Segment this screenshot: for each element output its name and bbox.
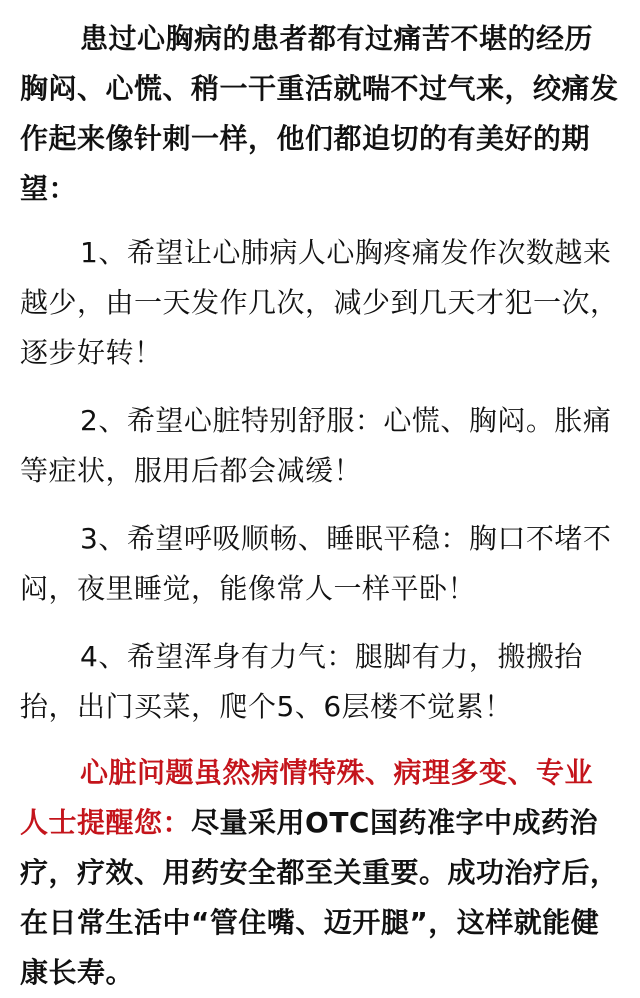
- conclusion-paragraph: [20, 748, 620, 998]
- wish-item-3: 3、希望呼吸顺畅、睡眠平稳：胸口不堵不闷，夜里睡觉，能像常人一样平卧！: [20, 522, 612, 605]
- wish-item-4: 4、希望浑身有力气：腿脚有力，搬搬抬抬，出门买菜，爬个5、6层楼不觉累！: [20, 640, 583, 723]
- intro-paragraph: 患过心胸病的患者都有过痛苦不堪的经历胸闷、心慌、稍一干重活就喘不过气来，绞痛发作起来像针刺一样，他们都迫切的有美好的期望：: [20, 22, 619, 205]
- conclusion-body: 尽量采用OTC国药准字中成药治疗，疗效、用药安全都至关重要。成功治疗后，在日常生活中“管住嘴、迈开腿”，这样就能健康长寿。: [20, 806, 619, 989]
- wish-item-2: 2、希望心脏特别舒服：心慌、胸闷。胀痛等症状，服用后都会减缓！: [20, 404, 612, 487]
- conclusion-highlight: 心脏问题虽然病情特殊、病理多变、专业人士提醒您：: [20, 756, 594, 839]
- wish-item-1: 1、希望让心肺病人心胸疼痛发作次数越来越少，由一天发作几次，减少到几天才犯一次，逐步好转！: [20, 236, 619, 369]
